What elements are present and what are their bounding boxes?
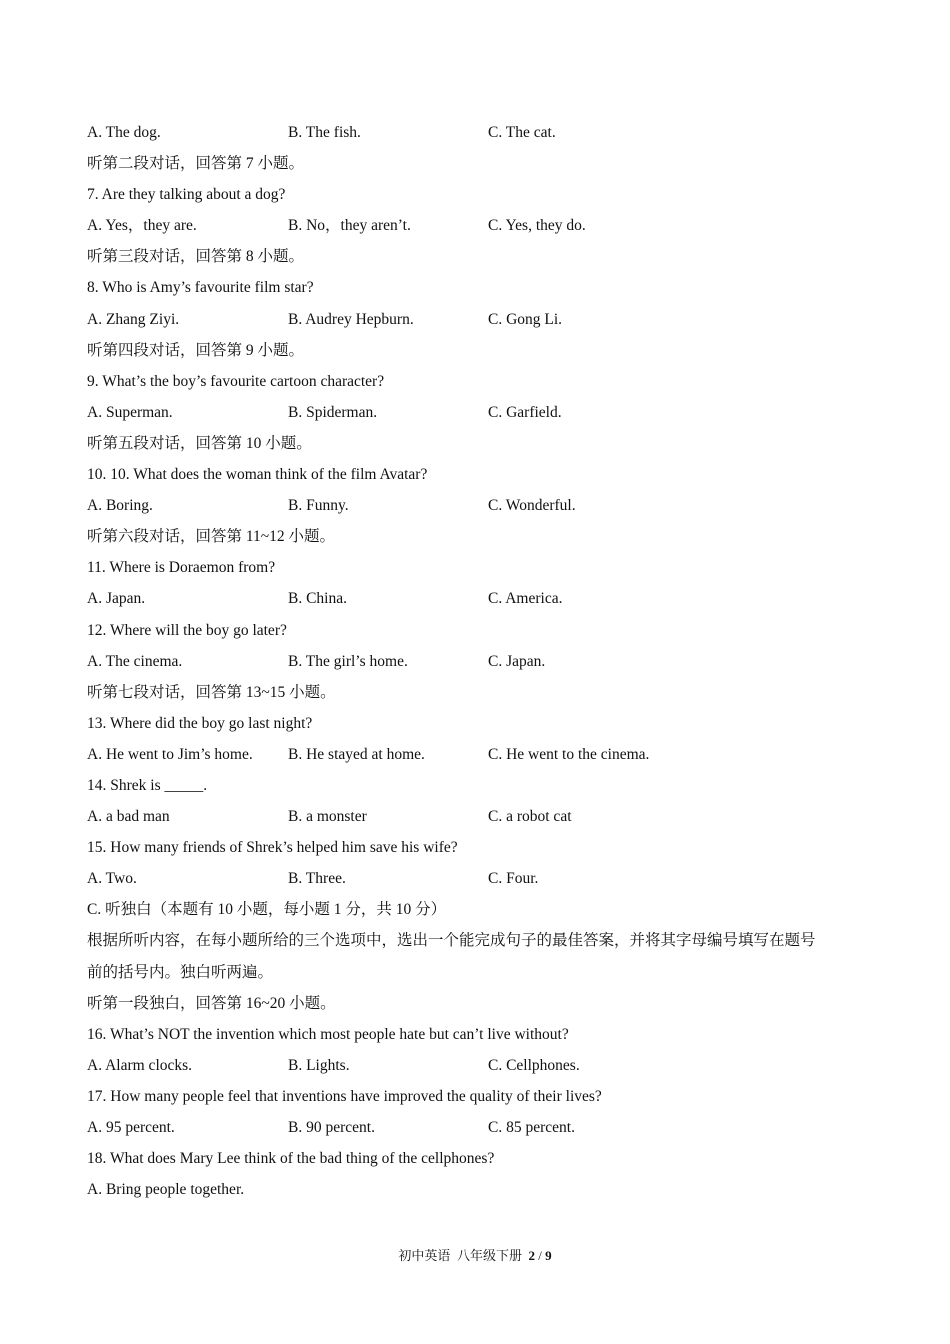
answer-options-row [87, 1050, 877, 1081]
text-line: 16. What’s NOT the invention which most people hate but can’t live without? [87, 1025, 569, 1043]
answer-options-row [87, 863, 877, 894]
option-a: A. 95 percent. [87, 1119, 175, 1136]
text-line: 根据所听内容，在每小题所给的三个选项中，选出一个能完成句子的最佳答案，并将其字母编号填写在题号 [87, 932, 816, 950]
option-b: B. a monster [288, 808, 367, 826]
option-a: A. Superman. [87, 403, 173, 421]
option-a: A. Alarm clocks. [87, 1056, 193, 1074]
option-c: C. Gong Li. [488, 310, 563, 328]
option-a: A. The dog. [87, 124, 161, 141]
footer-page-separator: / [538, 1248, 542, 1263]
answer-options-row [87, 583, 877, 614]
option-b: B. The fish. [288, 124, 361, 141]
answer-options-row [87, 397, 877, 428]
text-line: 15. How many friends of Shrek’s helped him save his wife? [87, 839, 458, 857]
text-line: A. Bring people together. [87, 1181, 245, 1199]
answer-options-row [87, 490, 877, 521]
footer-subject: 初中英语 [398, 1248, 451, 1263]
option-c: C. Wonderful. [488, 497, 576, 515]
option-c: C. Cellphones. [488, 1056, 580, 1074]
option-b: B. Spiderman. [288, 403, 378, 421]
text-line: 17. How many people feel that inventions have improved the quality of their lives? [87, 1087, 602, 1105]
text-line: 8. Who is Amy’s favourite film star? [87, 279, 314, 297]
option-c: C. Yes, they do. [488, 217, 586, 235]
option-a: A. Boring. [87, 497, 153, 515]
option-a: A. Zhang Ziyi. [87, 310, 180, 328]
option-a: A. The cinema. [87, 652, 183, 670]
footer-page-current: 2 [528, 1248, 535, 1263]
page-footer [0, 1246, 950, 1266]
option-a: A. Yes，they are. [87, 217, 197, 235]
option-c: C. Japan. [488, 652, 546, 670]
option-b: B. 90 percent. [288, 1119, 375, 1136]
option-b: B. Three. [288, 870, 346, 888]
option-c: C. Four. [488, 870, 539, 888]
text-line: 听第一段独白，回答第 16~20 小题。 [87, 994, 336, 1012]
option-c: C. The cat. [488, 124, 556, 141]
answer-options-row [87, 210, 877, 241]
text-line: 7. Are they talking about a dog? [87, 186, 286, 204]
text-line: 18. What does Mary Lee think of the bad thing of the cellphones? [87, 1150, 495, 1168]
option-b: B. Funny. [288, 497, 349, 515]
text-line: 9. What’s the boy’s favourite cartoon character? [87, 372, 385, 390]
option-b: B. No，they aren’t. [288, 217, 411, 235]
option-c: C. 85 percent. [488, 1119, 575, 1136]
text-line: 14. Shrek is _____. [87, 776, 208, 794]
option-b: B. China. [288, 590, 347, 608]
text-line: 11. Where is Doraemon from? [87, 559, 276, 577]
text-line: 听第七段对话，回答第 13~15 小题。 [87, 683, 336, 701]
text-line: 前的括号内。独白听两遍。 [87, 963, 274, 981]
text-line: 13. Where did the boy go last night? [87, 714, 313, 732]
option-a: A. Japan. [87, 590, 146, 608]
option-b: B. The girl’s home. [288, 652, 408, 670]
answer-options-row [87, 117, 877, 148]
text-line: C. 听独白（本题有 10 小题，每小题 1 分，共 10 分） [87, 901, 447, 919]
option-a: A. Two. [87, 870, 137, 888]
answer-options-row [87, 646, 877, 677]
answer-options-row [87, 304, 877, 335]
option-c: C. Garfield. [488, 403, 562, 421]
option-b: B. He stayed at home. [288, 745, 425, 763]
answer-options-row [87, 1112, 877, 1143]
option-c: C. He went to the cinema. [488, 745, 650, 763]
text-line: 听第二段对话，回答第 7 小题。 [87, 155, 305, 173]
text-line: 听第四段对话，回答第 9 小题。 [87, 341, 305, 359]
text-line: 听第五段对话，回答第 10 小题。 [87, 434, 312, 452]
option-a: A. a bad man [87, 808, 170, 826]
option-b: B. Lights. [288, 1056, 350, 1074]
text-line: 12. Where will the boy go later? [87, 621, 287, 639]
option-c: C. a robot cat [488, 808, 572, 826]
text-line: 听第六段对话，回答第 11~12 小题。 [87, 528, 336, 546]
footer-grade: 八年级下册 [456, 1248, 522, 1263]
option-a: A. He went to Jim’s home. [87, 745, 253, 763]
answer-options-row [87, 801, 877, 832]
text-line: 10. 10. What does the woman think of the film Avatar? [87, 466, 428, 484]
answer-options-row [87, 739, 877, 770]
option-c: C. America. [488, 590, 563, 608]
footer-page-total: 9 [545, 1248, 552, 1263]
option-b: B. Audrey Hepburn. [288, 310, 414, 328]
text-line: 听第三段对话，回答第 8 小题。 [87, 248, 305, 266]
page-content [87, 117, 877, 1205]
